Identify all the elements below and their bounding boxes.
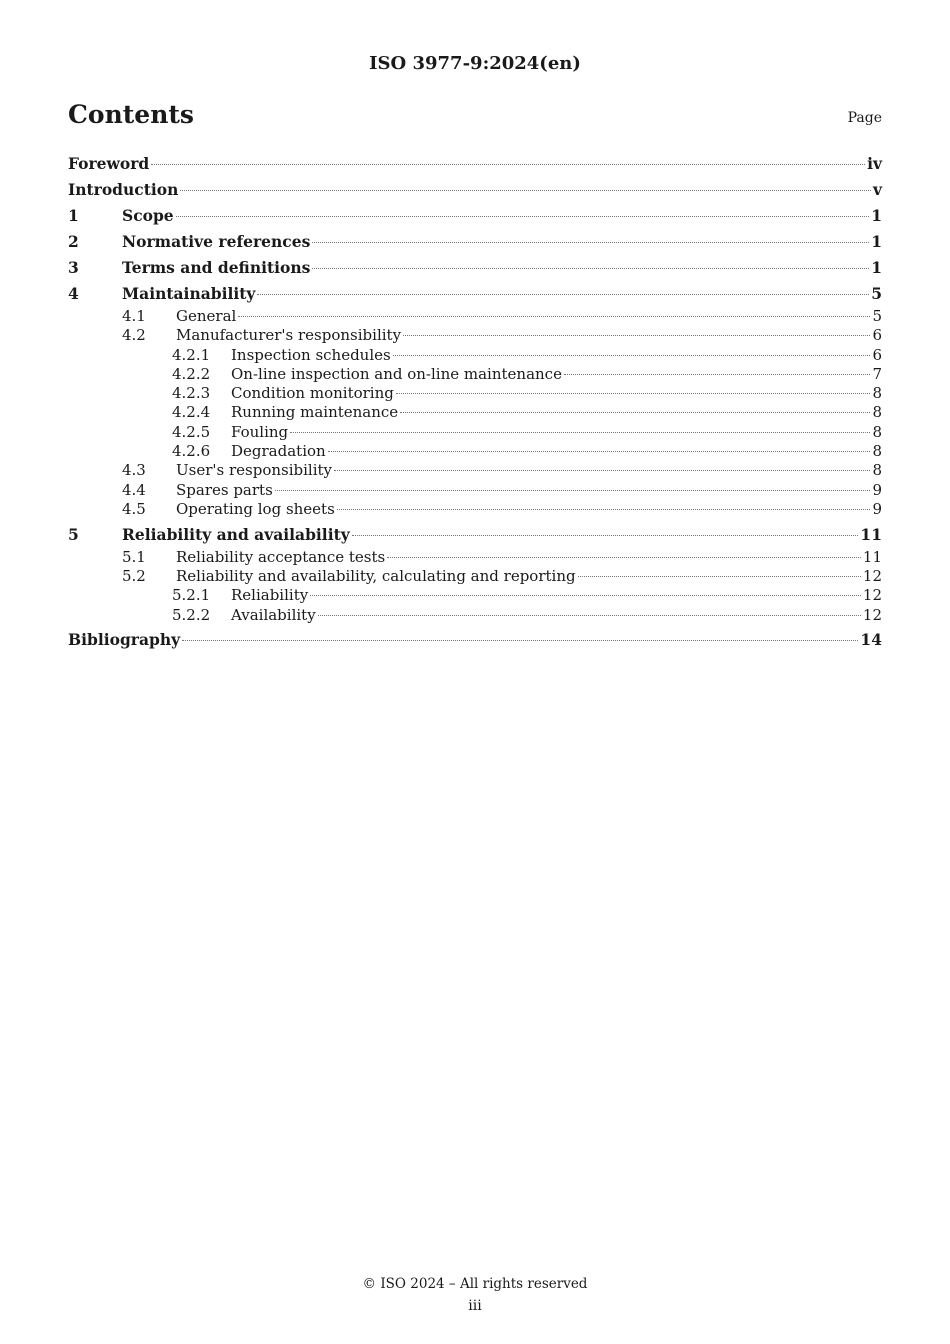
dot-leader [318,615,861,616]
toc-entry-title: Foreword [68,154,150,173]
dot-leader [182,640,858,641]
toc-entry-page: 5 [872,307,882,325]
toc-entry-page: 8 [872,384,882,403]
toc-entry[interactable] [68,365,882,384]
dot-leader [328,451,871,452]
toc-entry-title: General [176,307,237,325]
toc-entry[interactable] [68,346,882,365]
toc-entry-number: 1 [68,206,79,225]
toc-entry-number: 4.2 [122,326,146,345]
toc-entry[interactable] [68,151,882,177]
dot-leader [312,242,869,243]
toc-entry-page: 11 [860,524,882,544]
toc-entry-title: Terms and definitions [122,258,311,277]
toc-entry-title: Introduction [68,180,179,199]
toc-entry-title: Bibliography [68,630,181,650]
toc-entry-page: v [872,180,882,199]
toc-entry-page: 9 [872,499,882,518]
toc-entry[interactable] [68,229,882,255]
dot-leader [337,509,871,510]
toc-entry[interactable] [68,586,882,605]
dot-leader [312,268,869,269]
page-number: iii [468,1298,482,1314]
toc-entry-page: 7 [872,364,882,383]
toc-entry-page: 6 [872,345,882,364]
toc-entry-title: Reliability [231,586,309,605]
toc-entry-page: 14 [860,630,882,650]
toc-entry-title: Reliability and availability, calculating and reporting [176,567,576,586]
dot-leader [257,294,869,295]
toc-entry-page: 9 [872,480,882,499]
copyright-footer: © ISO 2024 – All rights reserved [362,1276,588,1292]
toc-entry-number: 4.2.4 [172,403,211,422]
toc-entry-title: Spares parts [176,480,273,499]
contents-heading: Contents [68,100,195,129]
dot-leader [578,576,861,577]
toc-entry-number: 5.2.1 [172,586,211,605]
toc-entry[interactable] [68,461,882,480]
toc-entry-page: 8 [872,422,882,441]
toc-entry-page: 5 [871,284,882,303]
toc-entry-number: 4.2.6 [172,442,211,461]
toc-entry-page: 1 [871,232,882,251]
dot-leader [275,490,871,491]
toc-entry[interactable] [68,307,882,326]
dot-leader [180,190,871,191]
toc-entry-page: 6 [872,326,882,345]
toc-entry-page: 8 [872,403,882,422]
dot-leader [352,535,859,536]
toc-entry-page: 12 [862,567,882,586]
toc-entry[interactable] [68,255,882,281]
toc-entry-page: 12 [862,586,882,605]
dot-leader [238,316,870,317]
toc-entry-number: 5 [68,524,79,544]
toc-entry-title: Fouling [231,422,289,441]
dot-leader [564,374,871,375]
toc-entry[interactable] [68,606,882,625]
dot-leader [290,432,870,433]
toc-entry-title: Maintainability [122,284,256,303]
toc-entry-number: 5.2.2 [172,605,211,624]
toc-entry[interactable] [68,177,882,203]
toc-entry[interactable] [68,281,882,307]
toc-entry-title: Condition monitoring [231,384,394,403]
toc-entry-number: 5.2 [122,567,146,586]
toc-entry-title: User's responsibility [176,461,333,480]
toc-entry-page: 8 [872,442,882,461]
toc-entry-title: Running maintenance [231,403,399,422]
toc-entry[interactable] [68,326,882,345]
toc-entry-page: 1 [871,258,882,277]
dot-leader [396,393,871,394]
toc-entry-number: 4.3 [122,461,146,480]
toc-entry-title: Normative references [122,232,311,251]
toc-entry-number: 4.2.3 [172,384,211,403]
toc-entry-page: 11 [862,547,882,566]
dot-leader [400,412,870,413]
toc-entry-number: 4.2.5 [172,422,211,441]
toc-entry-number: 4 [68,284,79,303]
dot-leader [393,355,871,356]
toc-entry-title: Reliability acceptance tests [176,547,386,566]
toc-entry-number: 3 [68,258,79,277]
toc-entry-number: 4.1 [122,307,146,325]
document-id-header: ISO 3977-9:2024(en) [369,53,581,74]
dot-leader [151,164,865,165]
toc-entry-page: 12 [862,605,882,624]
toc-entry[interactable] [68,403,882,422]
page-column-label: Page [847,110,882,126]
toc-entry-page: iv [867,154,882,173]
toc-entry[interactable] [68,442,882,461]
toc-entry-title: Availability [231,605,316,624]
toc-entry-number: 2 [68,232,79,251]
toc-entry-title: Degradation [231,442,326,461]
toc-entry[interactable] [68,500,882,519]
toc-entry-number: 4.5 [122,499,146,518]
toc-entry-title: On-line inspection and on-line maintenance [231,364,562,383]
dot-leader [334,470,870,471]
toc-entry-number: 4.2.2 [172,364,211,383]
toc-entry-page: 8 [872,461,882,480]
dot-leader [310,595,861,596]
toc-entry-number: 5.1 [122,547,146,566]
toc-entry[interactable] [68,481,882,500]
toc-entry[interactable] [68,548,882,567]
toc-entry[interactable] [68,627,882,653]
toc-entry[interactable] [68,384,882,403]
table-of-contents [68,151,882,653]
toc-entry-number: 4.4 [122,480,146,499]
toc-entry[interactable] [68,522,882,548]
toc-entry[interactable] [68,567,882,586]
toc-entry-number: 4.2.1 [172,345,211,364]
toc-entry-title: Reliability and availability [122,524,350,544]
toc-entry[interactable] [68,203,882,229]
dot-leader [387,557,861,558]
dot-leader [176,216,870,217]
toc-entry-title: Operating log sheets [176,499,335,518]
toc-entry-title: Inspection schedules [231,345,391,364]
toc-entry-title: Scope [122,206,174,225]
dot-leader [403,335,870,336]
toc-entry[interactable] [68,423,882,442]
toc-entry-page: 1 [871,206,882,225]
toc-entry-title: Manufacturer's responsibility [176,326,402,345]
